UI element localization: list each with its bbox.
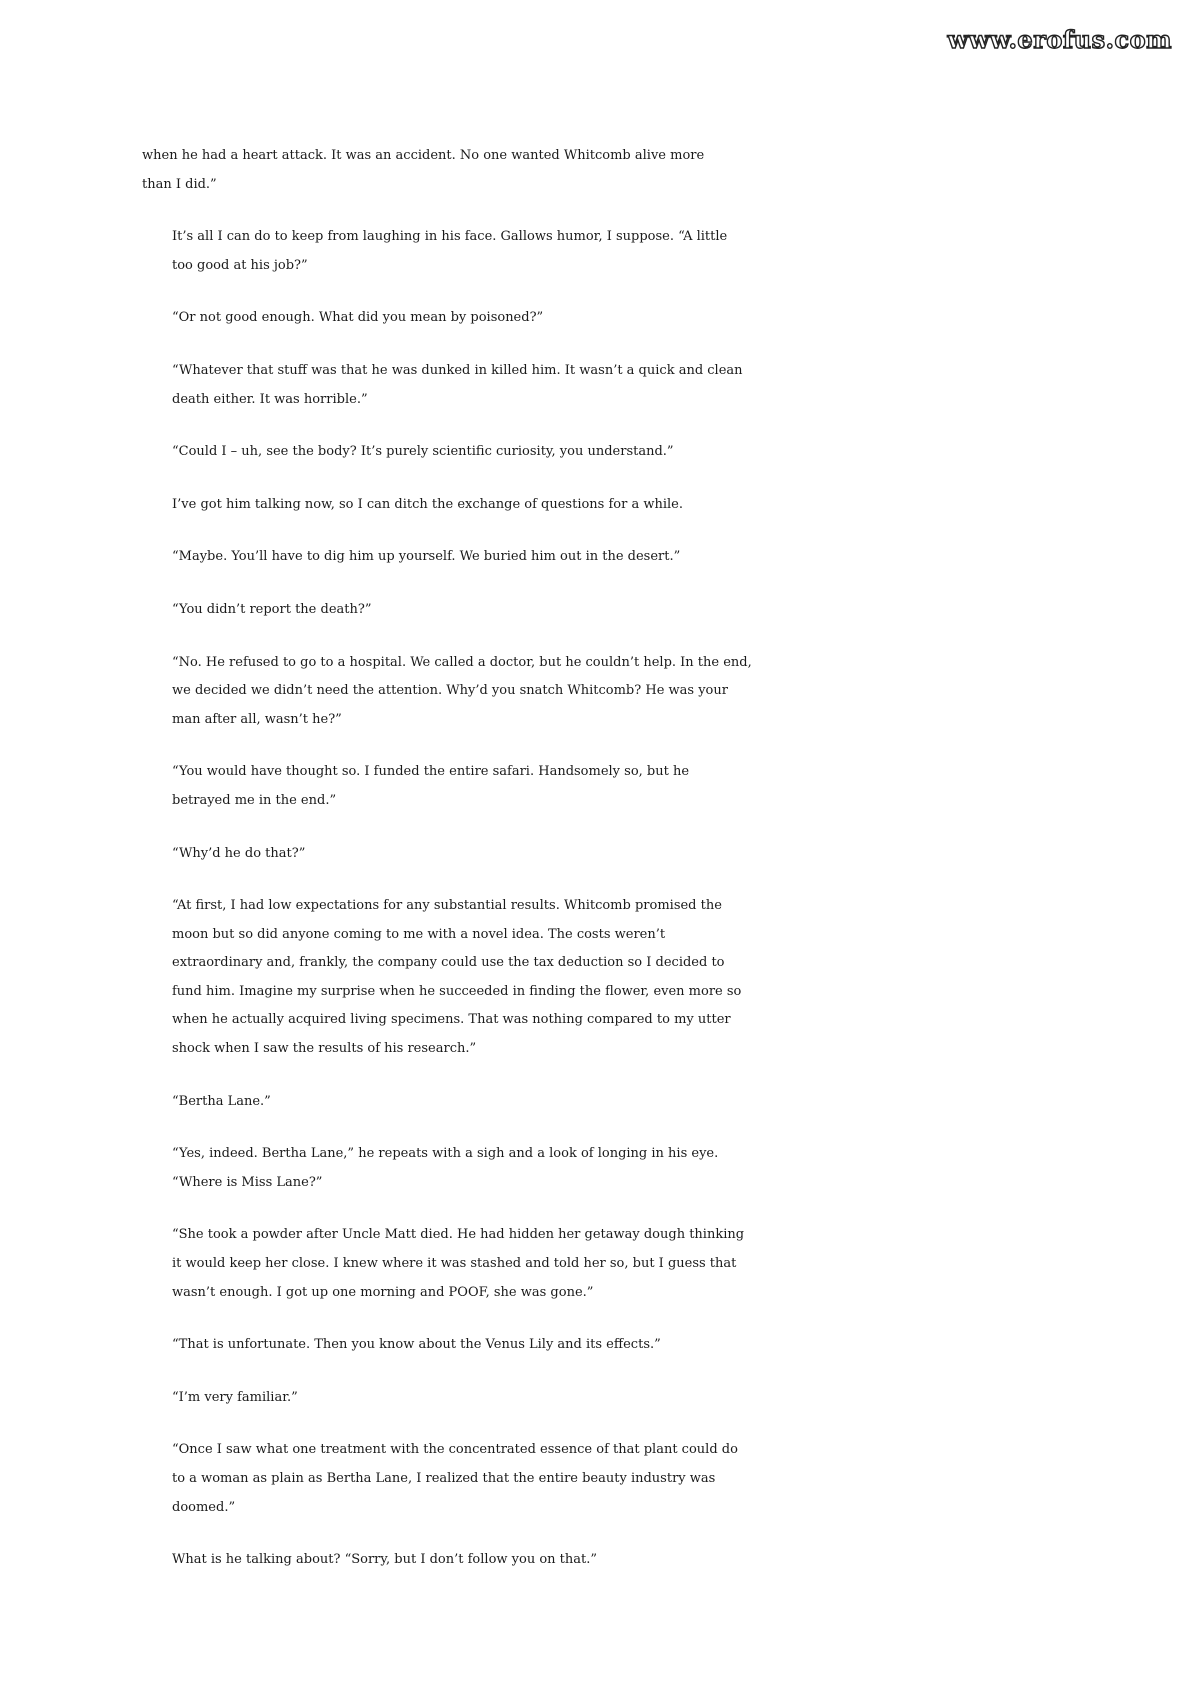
text-line: “You would have thought so. I funded the entire safari. Handsomely so, but he xyxy=(172,764,690,780)
text-line: “I’m very familiar.” xyxy=(172,1389,298,1405)
text-line: too good at his job?” xyxy=(172,257,308,273)
text-line: shock when I saw the results of his research.” xyxy=(172,1041,477,1057)
text-line: “She took a powder after Uncle Matt died. He had hidden her getaway dough thinking xyxy=(172,1227,745,1243)
body-paragraph xyxy=(142,1331,1072,1360)
body-paragraph xyxy=(142,649,1072,735)
text-line: “Where is Miss Lane?” xyxy=(172,1174,323,1190)
text-line: It’s all I can do to keep from laughing in his face. Gallows humor, I suppose. “A little xyxy=(172,229,728,245)
body-paragraph xyxy=(142,357,1072,414)
text-line: we decided we didn’t need the attention. Why’d you snatch Whitcomb? He was your xyxy=(172,683,728,699)
body-paragraph xyxy=(142,596,1072,625)
text-line: “You didn’t report the death?” xyxy=(172,601,372,617)
body-paragraph xyxy=(142,1088,1072,1117)
text-line: “Maybe. You’ll have to dig him up yourself. We buried him out in the desert.” xyxy=(172,549,681,565)
page-body xyxy=(142,142,1072,1599)
body-paragraph xyxy=(142,1384,1072,1413)
text-line: than I did.” xyxy=(142,176,217,192)
text-line: “At first, I had low expectations for any substantial results. Whitcomb promised the xyxy=(172,898,722,914)
body-paragraph xyxy=(142,1436,1072,1522)
text-line: “Could I – uh, see the body? It’s purely scientific curiosity, you understand.” xyxy=(172,444,674,460)
body-paragraph xyxy=(142,438,1072,467)
body-paragraph xyxy=(142,840,1072,869)
text-line: “Bertha Lane.” xyxy=(172,1093,271,1109)
text-line: doomed.” xyxy=(172,1499,236,1515)
text-line: fund him. Imagine my surprise when he succeeded in finding the flower, even more so xyxy=(172,983,742,999)
text-line: wasn’t enough. I got up one morning and POOF, she was gone.” xyxy=(172,1284,594,1300)
body-paragraph xyxy=(142,1546,1072,1575)
text-line: “Whatever that stuff was that he was dunked in killed him. It wasn’t a quick and clean xyxy=(172,362,743,378)
body-paragraph xyxy=(142,1221,1072,1307)
body-paragraph xyxy=(142,892,1072,1064)
text-line: it would keep her close. I knew where it was stashed and told her so, but I guess that xyxy=(172,1256,737,1272)
text-line: I’ve got him talking now, so I can ditch the exchange of questions for a while. xyxy=(172,496,683,512)
body-paragraph xyxy=(142,142,1072,199)
text-line: “No. He refused to go to a hospital. We called a doctor, but he couldn’t help. In the end, xyxy=(172,654,752,670)
text-line: “That is unfortunate. Then you know about the Venus Lily and its effects.” xyxy=(172,1337,661,1353)
text-line: extraordinary and, frankly, the company could use the tax deduction so I decided to xyxy=(172,955,725,971)
body-paragraph xyxy=(142,304,1072,333)
text-line: betrayed me in the end.” xyxy=(172,792,337,808)
text-line: What is he talking about? “Sorry, but I don’t follow you on that.” xyxy=(172,1552,598,1568)
body-paragraph xyxy=(142,758,1072,815)
body-paragraph xyxy=(142,1140,1072,1197)
text-line: “Once I saw what one treatment with the concentrated essence of that plant could do xyxy=(172,1442,738,1458)
body-paragraph xyxy=(142,543,1072,572)
text-line: man after all, wasn’t he?” xyxy=(172,711,342,727)
text-line: when he had a heart attack. It was an accident. No one wanted Whitcomb alive more xyxy=(142,148,705,163)
text-line: moon but so did anyone coming to me with a novel idea. The costs weren’t xyxy=(172,926,666,942)
text-line: “Yes, indeed. Bertha Lane,” he repeats with a sigh and a look of longing in his eye. xyxy=(172,1146,719,1162)
text-line: to a woman as plain as Bertha Lane, I realized that the entire beauty industry was xyxy=(172,1471,716,1486)
text-line: “Or not good enough. What did you mean by poisoned?” xyxy=(172,310,544,326)
body-paragraph xyxy=(142,491,1072,520)
text-line: death either. It was horrible.” xyxy=(172,391,368,407)
body-paragraph xyxy=(142,223,1072,280)
text-line: “Why’d he do that?” xyxy=(172,845,306,861)
site-watermark: www.erofus.com xyxy=(947,25,1172,54)
text-line: when he actually acquired living specimens. That was nothing compared to my utter xyxy=(172,1012,731,1028)
